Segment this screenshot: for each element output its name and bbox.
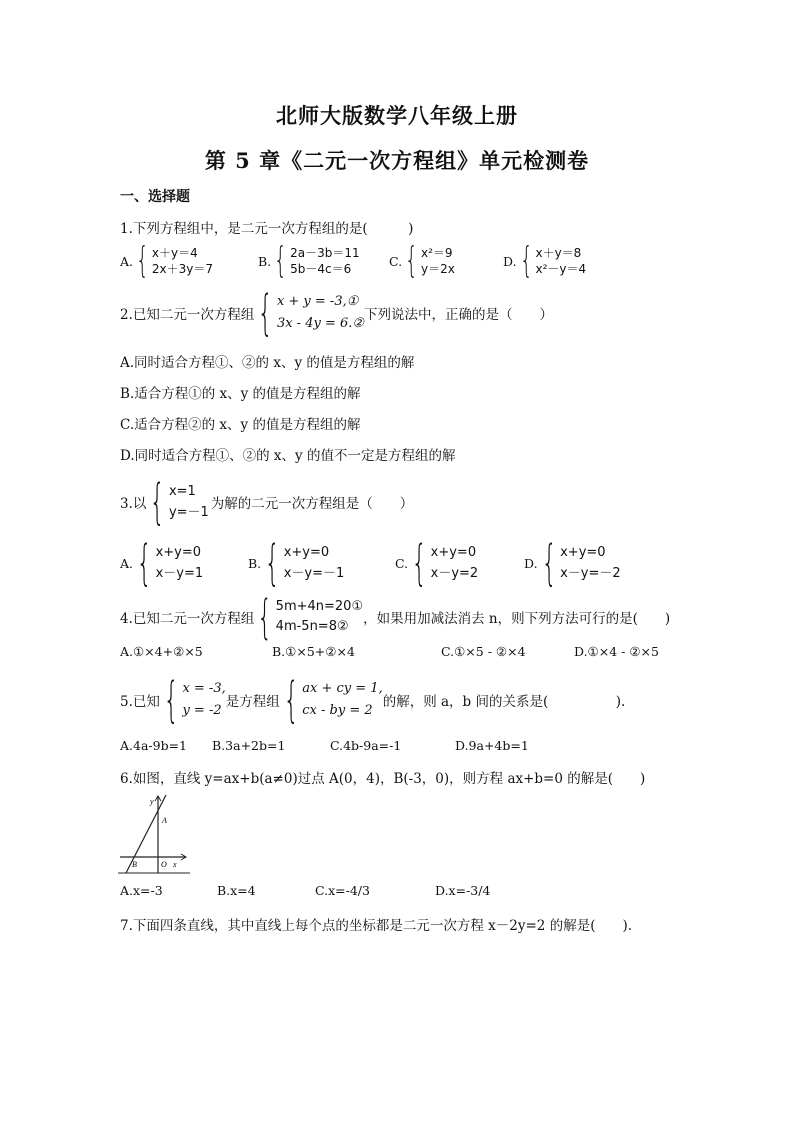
equation-line: 5b－4c＝6 — [290, 262, 352, 276]
equation-line: y=－1 — [168, 505, 209, 520]
option-label: A. — [120, 555, 134, 571]
q4-option-d[interactable]: D.①×4 - ②×5 — [574, 644, 659, 659]
q2-option-c[interactable]: C.适合方程②的 x、y 的值是方程组的解 — [120, 417, 361, 433]
equation-line: 5m+4n=20① — [275, 599, 364, 614]
question-3-stem — [120, 474, 414, 530]
option-label: B. — [258, 253, 272, 269]
equation-line: x－y=1 — [155, 566, 204, 581]
equation-line: cx - by = 2 — [302, 703, 373, 718]
equation-line: x－y=－2 — [560, 566, 621, 581]
question-text: 是方程组 — [225, 694, 280, 710]
equation-line: y＝2x — [421, 262, 455, 276]
q3-option-c[interactable] — [395, 535, 479, 591]
point-b-label: B — [132, 860, 137, 869]
point-a-label: A — [162, 816, 167, 825]
equation-line: x＋y＝4 — [151, 246, 198, 260]
q5-option-b[interactable]: B.3a+2b=1 — [212, 738, 286, 753]
equation-line: 2x＋3y＝7 — [151, 262, 214, 276]
q6-option-c[interactable]: C.x=-4/3 — [315, 883, 370, 898]
left-brace-icon: { — [405, 240, 418, 281]
left-brace-icon: { — [163, 672, 179, 728]
q5-option-c[interactable]: C.4b-9a=-1 — [330, 738, 402, 753]
left-brace-icon: { — [258, 285, 274, 341]
document-subtitle: 第 5 章《二元一次方程组》单元检测卷 — [204, 148, 590, 173]
question-5-stem — [120, 672, 626, 728]
q2-option-a[interactable]: A.同时适合方程①、②的 x、y 的值是方程组的解 — [120, 355, 415, 371]
y-axis-label: y — [150, 797, 154, 806]
left-brace-icon: { — [136, 535, 152, 591]
q1-option-b[interactable] — [258, 240, 360, 281]
question-4-stem — [120, 590, 671, 644]
left-brace-icon: { — [519, 240, 533, 281]
question-text: 3.以 — [120, 496, 147, 512]
equation-line: ax + cy = 1, — [302, 681, 383, 696]
option-label: C. — [395, 555, 409, 571]
equation-line: x=1 — [168, 484, 196, 499]
equation-line: y = -2 — [182, 703, 222, 718]
question-7-stem: 7.下面四条直线，其中直线上每个点的坐标都是二元一次方程 x－2y=2 的解是( ). — [120, 918, 633, 934]
q6-option-d[interactable]: D.x=-3/4 — [435, 883, 491, 898]
q1-option-d[interactable] — [503, 240, 587, 281]
equation-line: 2a－3b＝11 — [290, 246, 360, 260]
q2-option-d[interactable]: D.同时适合方程①、②的 x、y 的值不一定是方程组的解 — [120, 448, 456, 464]
question-text: 的解，则 a，b 间的关系是( ). — [382, 694, 626, 710]
question-text: 4.已知二元一次方程组 — [120, 611, 255, 627]
question-text: 2.已知二元一次方程组 — [120, 307, 255, 323]
option-label: B. — [248, 555, 262, 571]
question-1-stem: 1.下列方程组中，是二元一次方程组的是( ) — [120, 221, 414, 237]
q4-option-b[interactable]: B.①×5+②×4 — [272, 644, 355, 659]
left-brace-icon: { — [274, 240, 287, 281]
equation-line: x²＝9 — [421, 246, 453, 260]
option-label: A. — [120, 253, 134, 269]
q5-option-d[interactable]: D.9a+4b=1 — [455, 738, 529, 753]
equation-line: x－y=2 — [430, 566, 479, 581]
left-brace-icon: { — [136, 240, 149, 281]
q6-option-b[interactable]: B.x=4 — [217, 883, 256, 898]
equation-line: x = -3, — [182, 681, 226, 696]
line-graph-figure — [118, 793, 190, 875]
question-text: 为解的二元一次方程组是（ ） — [210, 496, 414, 512]
equation-line: x+y=0 — [430, 545, 477, 560]
question-6-stem: 6.如图，直线 y=ax+b(a≠0)过点 A(0，4)，B(-3，0)，则方程 ax+b=0 的解是( ) — [120, 771, 646, 787]
option-label: C. — [389, 253, 403, 269]
equation-line: x+y=0 — [283, 545, 330, 560]
q3-option-a[interactable] — [120, 535, 204, 591]
document-title: 北师大版数学八年级上册 — [276, 103, 518, 128]
question-text: 5.已知 — [120, 694, 160, 710]
origin-label: O — [161, 860, 167, 869]
equation-line: x＋y＝8 — [535, 246, 582, 260]
q4-option-a[interactable]: A.①×4+②×5 — [120, 644, 203, 659]
q1-option-a[interactable] — [120, 240, 214, 281]
q3-option-b[interactable] — [248, 535, 345, 591]
option-label: D. — [524, 555, 538, 571]
equation-line: x+y=0 — [560, 545, 606, 560]
left-brace-icon: { — [411, 535, 428, 591]
q5-option-a[interactable]: A.4a-9b=1 — [120, 738, 188, 753]
question-text: ，如果用加减法消去 n，则下列方法可行的是( ) — [363, 611, 671, 627]
left-brace-icon: { — [150, 474, 166, 530]
question-text: 下列说法中，正确的是（ ） — [364, 307, 554, 323]
q6-option-a[interactable]: A.x=-3 — [120, 883, 163, 898]
section-heading: 一、选择题 — [120, 189, 190, 205]
q3-option-d[interactable] — [524, 535, 621, 591]
equation-line: 3x - 4y = 6.② — [276, 316, 365, 331]
left-brace-icon: { — [264, 535, 281, 591]
equation-line: 4m-5n=8② — [275, 619, 349, 634]
equation-line: x²－y＝4 — [535, 262, 587, 276]
left-brace-icon: { — [541, 535, 557, 591]
x-axis-label: x — [173, 860, 177, 869]
q1-option-c[interactable] — [389, 240, 455, 281]
equation-line: x－y=－1 — [283, 566, 345, 581]
option-label: D. — [503, 253, 517, 269]
q4-option-c[interactable]: C.①×5 - ②×4 — [441, 644, 526, 659]
left-brace-icon: { — [283, 672, 299, 728]
q2-option-b[interactable]: B.适合方程①的 x、y 的值是方程组的解 — [120, 386, 361, 402]
left-brace-icon: { — [257, 590, 273, 644]
question-2-stem — [120, 285, 554, 341]
equation-line: x + y = -3,① — [276, 294, 359, 309]
equation-line: x+y=0 — [155, 545, 202, 560]
